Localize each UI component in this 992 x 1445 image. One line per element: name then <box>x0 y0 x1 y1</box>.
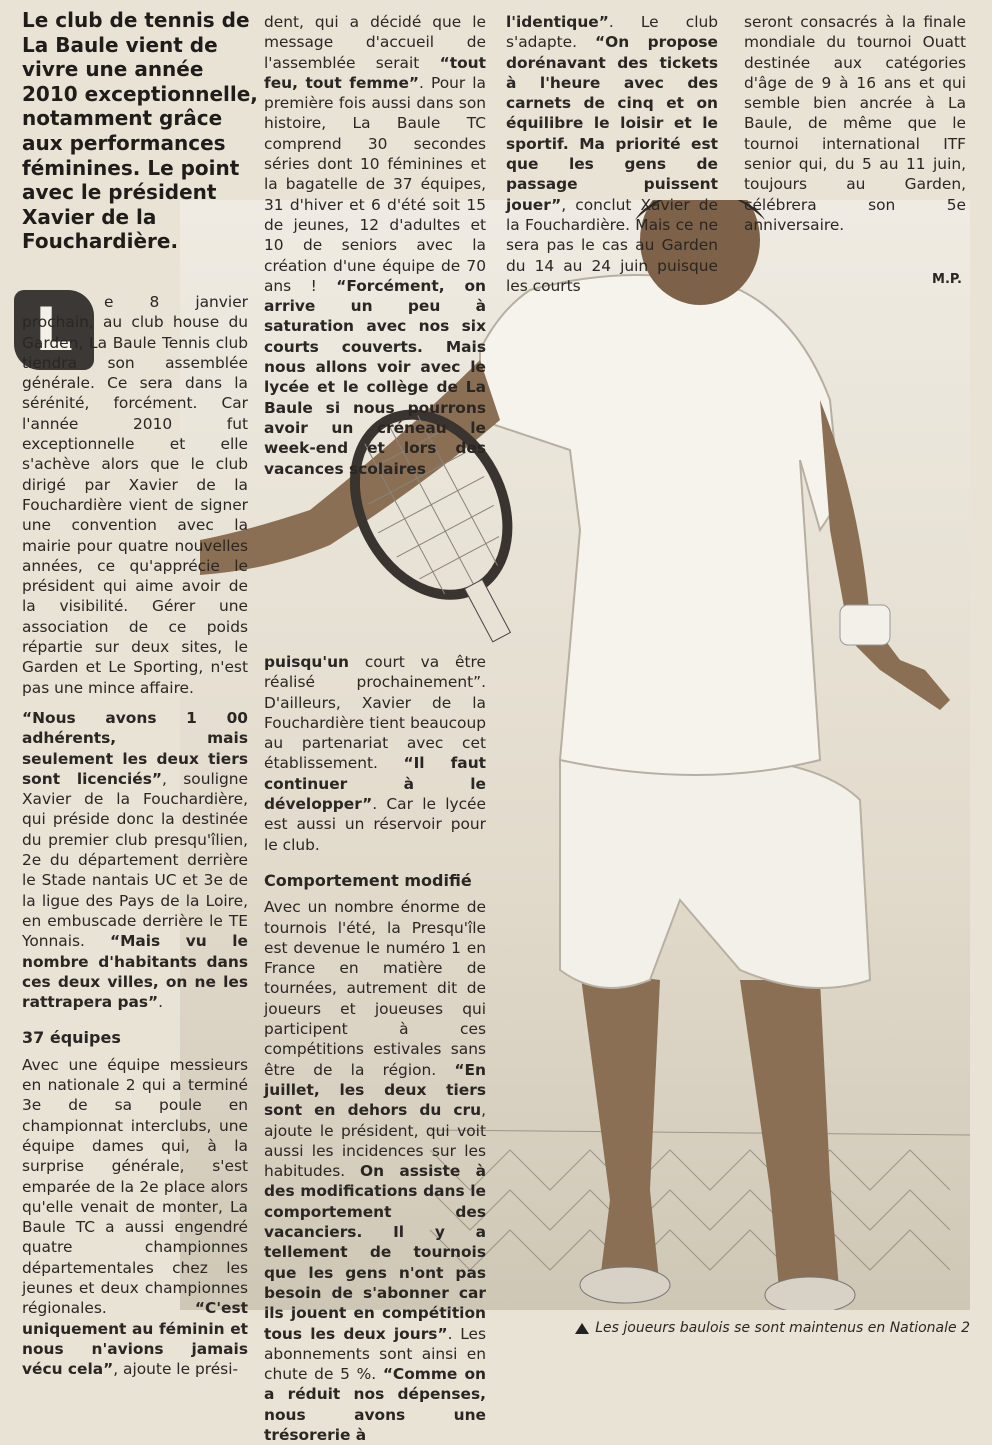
col2-paragraph-1 <box>264 12 486 479</box>
col1-paragraph-1: e 8 janvier prochain, au club house du Garden, La Baule Tennis club tiendra son assemblée générale. Ce sera dans la sérénité, forcément. Car l'année 2010 fut exceptionnelle et elle s'achève alors que le club dirigé par Xavier de la Fouchardière vient de signer une convention avec la mairie pour quatre nouvelles années, ce qu'apprécie le président qui aime avoir de la visibilité. Gérer une association de ce poids répartie sur deux sites, le Garden et Le Sporting, n'est pas une mince affaire. <box>22 293 248 697</box>
col1-quote-3: “C'est uniquement au féminin et nous n'avions jamais vécu cela” <box>22 1299 248 1379</box>
col3-quote-1: l'identique” <box>506 13 609 31</box>
col2-quote-6: On assiste à des modifications dans le comportement des vacanciers. Il y a tellement de tournois que les gens n'ont pas besoin de s'abonner car ils jouent en compétition tous les deux jours” <box>264 1162 486 1343</box>
col1-text-3: Avec une équipe messieurs en nationale 2 qui a terminé 3e de sa poule en championnat interclubs, une équipe dames qui, à la surprise générale, s'est emparée de la 2e place alors qu'elle venait de monter, La Baule TC a aussi engendré quatre championnes départementales chez les jeunes et deux championnes régionales. <box>22 1055 248 1318</box>
col2-quote-7: “Comme on a réduit nos dépenses, nous avons une trésorerie à <box>264 1365 486 1444</box>
col2-text-2-end: . Car le lycée est aussi un réservoir pour le club. <box>264 795 486 854</box>
col2-quote-2: “Forcément, on arrive un peu à saturation avec nos six courts couverts. Mais nous allons voir avec le lycée et le collège de La Baule si nous pourrons avoir un créneau le week-end et lors des vacances scolaires <box>264 276 486 478</box>
col2-text-3: Avec un nombre énorme de tournois l'été, la Presqu'île est devenue le numéro 1 en France en matière de tournées, autrement dit de joueurs et joueuses qui participent à ces compétitions estivales sans être de la région. <box>264 898 486 1079</box>
col2-text-2: court va être réalisé prochainement”. D'ailleurs, Xavier de la Fouchardière tient beaucoup au partenariat avec cet établissement. <box>264 653 486 773</box>
author-signature: M.P. <box>932 272 962 287</box>
col4-paragraph-1: seront consacrés à la finale mondiale du tournoi Ouatt destinée aux catégories d'âge de 9 à 16 ans et qui semble bien ancrée à La Baule, de même que le tournoi international ITF senior qui, du 5 au 11 juin, toujours au Garden, célébrera son 5e anniversaire. <box>744 13 966 234</box>
col2-text-3-mid: , ajoute le président, qui voit aussi les incidences sur les habitudes. <box>264 1101 486 1181</box>
article-intro: Le club de tennis de La Baule vient de vivre une année 2010 exceptionnelle, notamment grâce aux performances féminines. Le point avec le président Xavier de la Fouchardière. <box>22 8 258 254</box>
column-3 <box>506 12 718 296</box>
subhead-comportement-modifie: Comportement modifié <box>264 870 472 890</box>
col3-quote-2: “On propose dorénavant des tickets à l'heure avec des carnets de cinq et on équilibre le loisir et le sportif. Ma priorité est que les gens de passage puissent jouer” <box>506 33 718 214</box>
column-1-cont <box>22 708 248 1380</box>
col2-quote-5: “En juillet, les deux tiers sont en dehors du cru <box>264 1060 486 1120</box>
col1-paragraph-2 <box>22 708 248 1012</box>
caption-text: Les joueurs baulois se sont maintenus en Nationale 2 <box>595 1320 970 1336</box>
column-4 <box>744 12 966 235</box>
col3-text-1-end: , conclut Xavier de la Fouchardière. Mais ce ne sera pas le cas au Garden du 14 au 24 juin puisque les courts <box>506 195 718 295</box>
col2-paragraph-2 <box>264 652 486 855</box>
col2-quote-4: “Il faut continuer à le développer” <box>264 754 487 814</box>
col1-text-2-end: . <box>158 993 164 1012</box>
col2-text-1b: . Pour la première fois aussi dans son histoire, La Baule TC comprend 30 secondes séries dont 10 féminines et la bagatelle de 37 équipes, 31 d'hiver et 6 d'été soit 15 de jeunes, 12 d'adultes et 10 de seniors avec la création d'une équipe de 70 ans ! <box>264 73 486 295</box>
col2-paragraph-3 <box>264 897 486 1445</box>
col1-quote-2: “Mais vu le nombre d'habitants dans ces deux villes, on ne les rattrapera pas” <box>22 932 248 1012</box>
photo-caption <box>575 1320 970 1336</box>
col1-paragraph-3 <box>22 1055 248 1380</box>
col2-text-3-end: . Les abonnements sont ainsi en chute de 5 %. <box>264 1324 487 1384</box>
col1-text-3-end: , ajoute le prési- <box>113 1360 239 1379</box>
subhead-37-equipes: 37 équipes <box>22 1028 121 1048</box>
col1-quote-1: “Nous avons 1 00 adhérents, mais seulement les deux tiers sont licenciés” <box>22 709 248 788</box>
col3-paragraph-1 <box>506 12 718 296</box>
col1-text-2: , souligne Xavier de la Fouchardière, qui préside donc la destinée du premier club presqu'îlien, 2e du département derrière le Stade nantais UC et 3e de la ligue des Pays de la Loire, en embuscade derrière le TE Yonnais. <box>22 769 248 951</box>
col2-quote-1: “tout feu, tout femme” <box>264 53 486 92</box>
column-2-bottom <box>264 652 486 1445</box>
dropcap-letter: L <box>34 295 74 365</box>
col2-text-1a: dent, qui a décidé que le message d'accueil de l'assemblée serait <box>264 13 486 72</box>
col3-text-1: . Le club s'adapte. <box>506 13 718 52</box>
triangle-icon <box>575 1323 589 1334</box>
column-2-top <box>264 12 486 479</box>
column-1 <box>22 292 248 698</box>
col2-quote-3: puisqu'un <box>264 653 350 671</box>
